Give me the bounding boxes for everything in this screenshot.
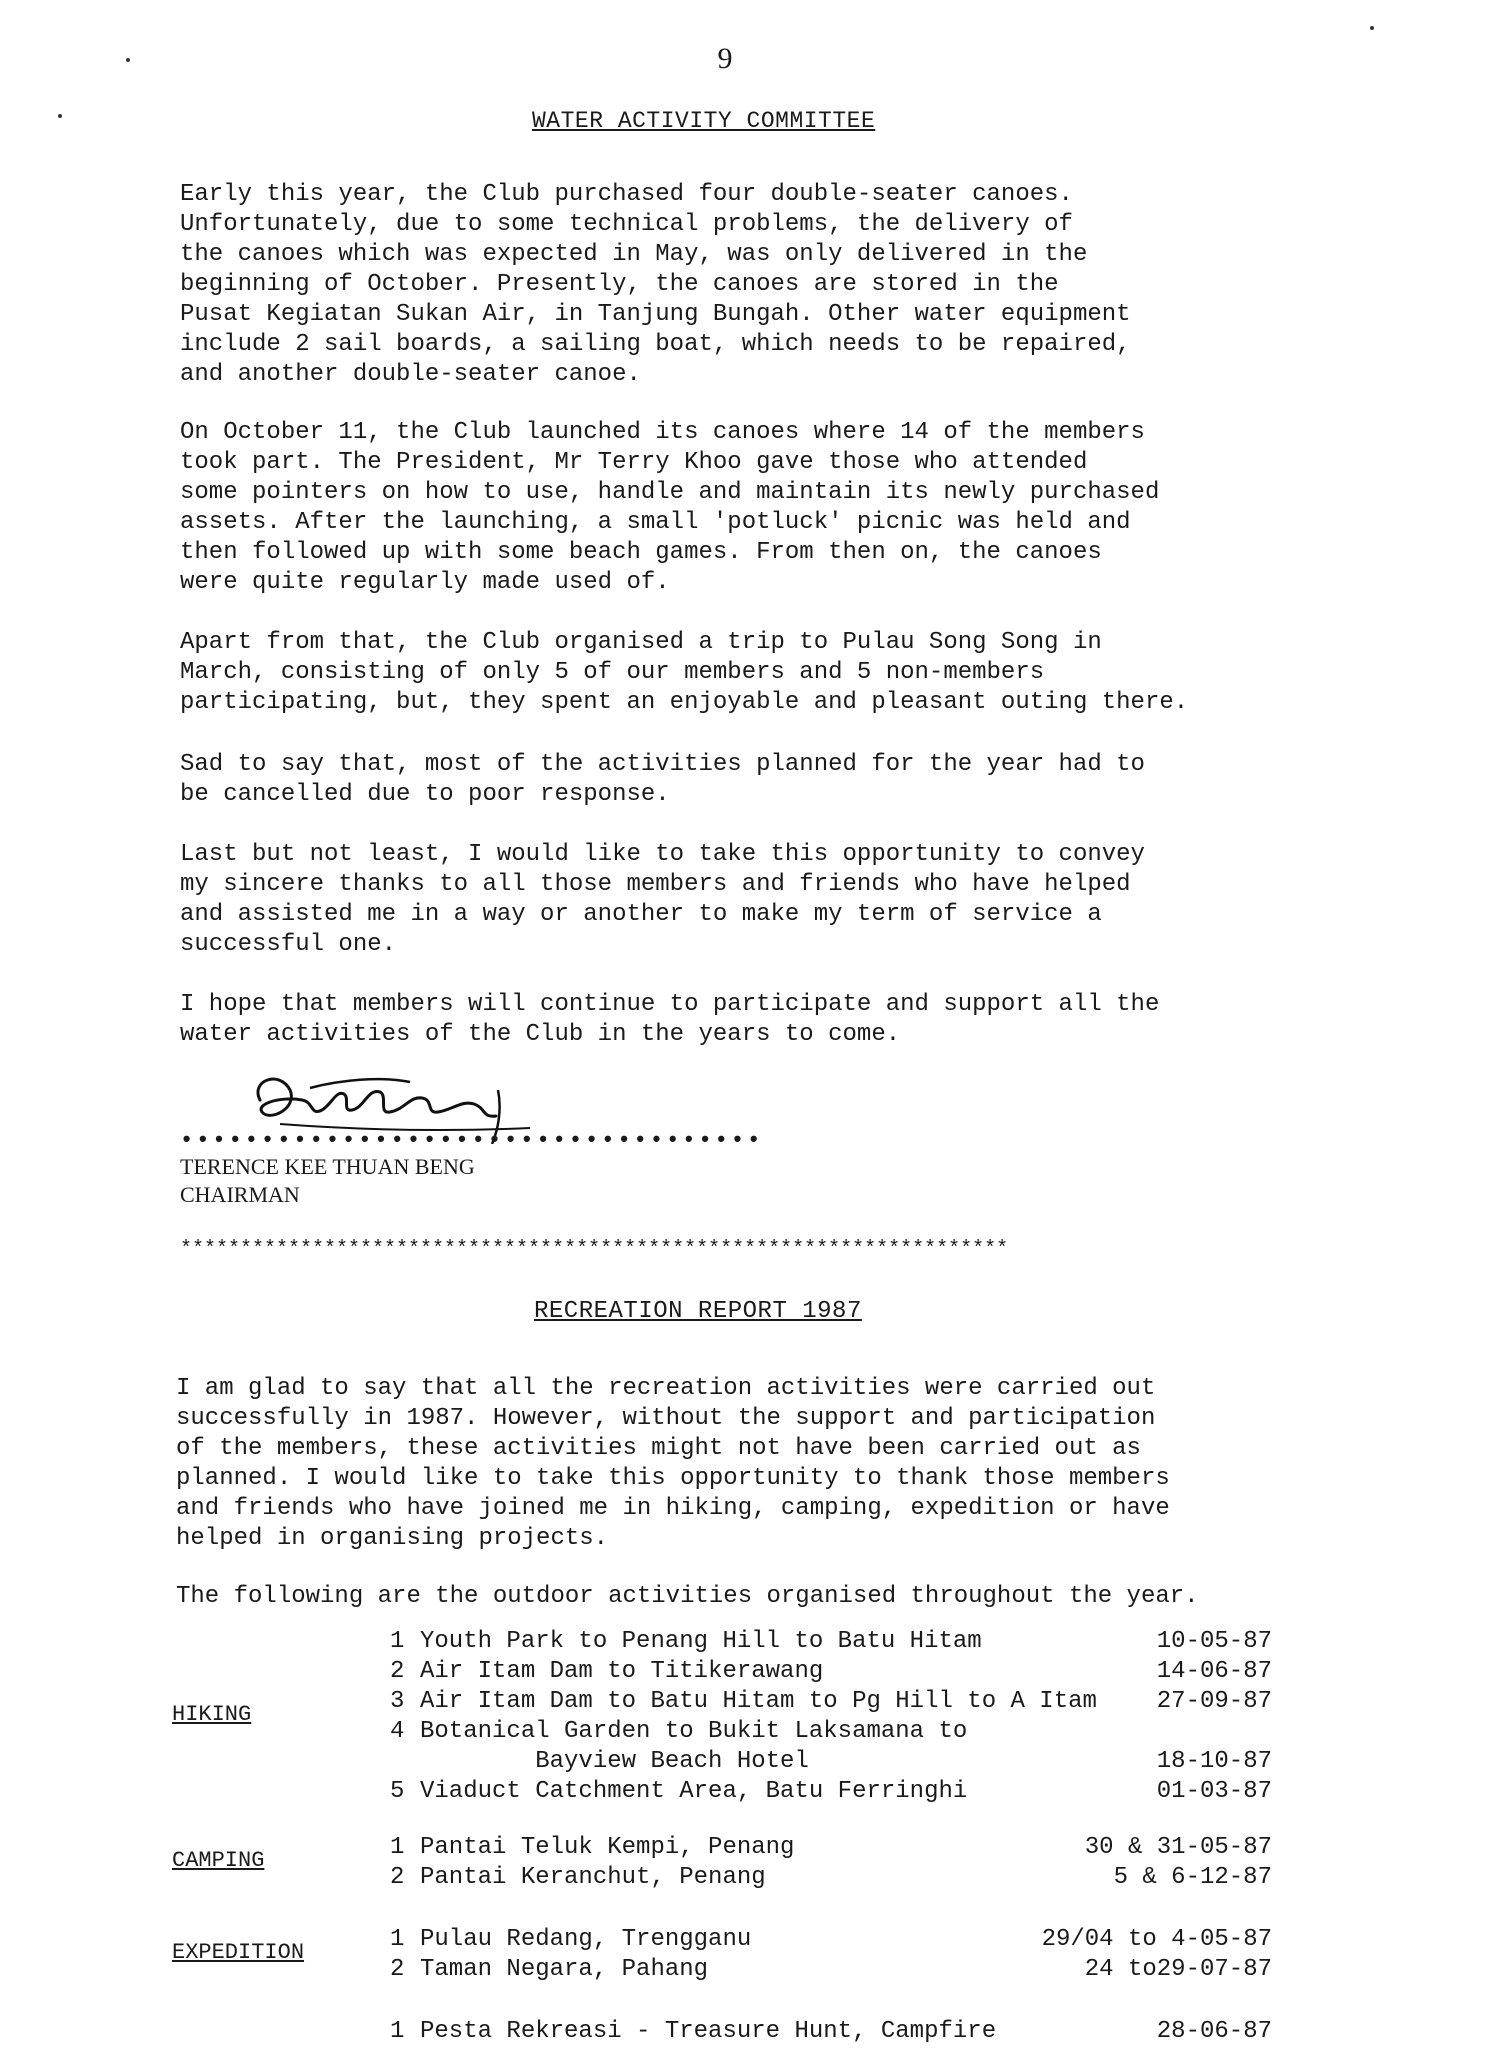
activity-date: 01-03-87 — [1156, 1778, 1272, 1805]
activity-date: 27-09-87 — [1156, 1688, 1272, 1715]
water-paragraph-2: On October 11, the Club launched its canoes where 14 of the members took part. The President, Mr Terry Khoo gave those who attended some pointers on how to use, handle and maintain its newly purchased assets. After the launching, a small 'potluck' picnic was held and then followed up with some beach games. From then on, the canoes were quite regularly made used of. — [180, 419, 1160, 596]
page-number: 9 — [717, 42, 733, 75]
activity-description: Air Itam Dam to Titikerawang — [420, 1658, 824, 1685]
activity-date: 24 to29-07-87 — [1084, 1956, 1272, 1983]
activity-description: Bayview Beach Hotel — [420, 1748, 809, 1775]
activity-number: 5 — [390, 1778, 405, 1805]
activity-description: Pantai Keranchut, Penang — [420, 1864, 766, 1891]
activity-description: Taman Negara, Pahang — [420, 1956, 709, 1983]
water-paragraph-1: Early this year, the Club purchased four double-seater canoes. Unfortunately, due to some technical problems, the delivery of the canoes which was expected in May, was only delivered in the beginning of October. Presently, the canoes are stored in the Pusat Kegiatan Sukan Air, in Tanjung Bungah. Other water equipment include 2 sail boards, a sailing boat, which needs to be repaired, and another double-seater canoe. — [180, 181, 1131, 388]
activity-row — [390, 2018, 1272, 2048]
activity-row — [390, 1688, 1272, 1718]
activity-date: 10-05-87 — [1156, 1628, 1272, 1655]
activity-number: 1 — [390, 1628, 405, 1655]
activity-row — [390, 1658, 1272, 1688]
activity-number: 1 — [390, 2018, 405, 2045]
activity-number: 2 — [390, 1658, 405, 1685]
activity-date: 14-06-87 — [1156, 1658, 1272, 1685]
activity-description: Youth Park to Penang Hill to Batu Hitam — [420, 1628, 982, 1655]
activity-number: 1 — [390, 1926, 405, 1953]
scan-speck — [1370, 26, 1374, 30]
activity-description: Pesta Rekreasi - Treasure Hunt, Campfire — [420, 2018, 997, 2045]
activity-date: 18-10-87 — [1156, 1748, 1272, 1775]
activity-date: 5 & 6-12-87 — [1113, 1864, 1272, 1891]
activity-description: Pulau Redang, Trengganu — [420, 1926, 752, 1953]
activity-row — [390, 1834, 1272, 1864]
activity-number: 1 — [390, 1834, 405, 1861]
water-paragraph-5: Last but not least, I would like to take this opportunity to convey my sincere thanks to all those members and friends who have helped and assisted me in a way or another to make my term of service a successful one. — [180, 841, 1145, 958]
activity-number: 2 — [390, 1864, 405, 1891]
signatory-title: CHAIRMAN — [180, 1182, 300, 1207]
activity-number: 4 — [390, 1718, 405, 1745]
activity-row — [390, 1926, 1272, 1956]
activity-date: 29/04 to 4-05-87 — [1041, 1926, 1272, 1953]
activity-number: 2 — [390, 1956, 405, 1983]
recreation-report-heading: RECREATION REPORT 1987 — [534, 1298, 862, 1325]
water-paragraph-3: Apart from that, the Club organised a trip to Pulau Song Song in March, consisting of only 5 of our members and 5 non-members participating, but, they spent an enjoyable and pleasant outing there. — [180, 629, 1189, 716]
activity-number: 3 — [390, 1688, 405, 1715]
recreation-paragraph-2: The following are the outdoor activities organised throughout the year. — [176, 1583, 1199, 1610]
category-label-expedition: EXPEDITION — [172, 1940, 305, 1965]
activity-row — [390, 1628, 1272, 1658]
activity-row — [390, 1748, 1272, 1778]
activity-description: Pantai Teluk Kempi, Penang — [420, 1834, 795, 1861]
scan-speck — [58, 114, 62, 118]
recreation-paragraph-1: I am glad to say that all the recreation activities were carried out successfully in 1987. However, without the support and participation of the members, these activities might not have been carried out as planned. I would like to take this opportunity to thank those members and friends who have joined me in hiking, camping, expedition or have helped in organising projects. — [176, 1375, 1170, 1552]
activity-row — [390, 1956, 1272, 1986]
section-separator: ********************************************************************* — [180, 1238, 1009, 1261]
activity-description: Botanical Garden to Bukit Laksamana to — [420, 1718, 968, 1745]
signature-block — [180, 1060, 764, 1240]
activity-row — [390, 1718, 1272, 1748]
activity-description: Viaduct Catchment Area, Batu Ferringhi — [420, 1778, 968, 1805]
water-paragraph-6: I hope that members will continue to participate and support all the water activities of the Club in the years to come. — [180, 991, 1160, 1048]
category-label-camping: CAMPING — [172, 1848, 265, 1873]
water-paragraph-4: Sad to say that, most of the activities planned for the year had to be cancelled due to poor response. — [180, 751, 1145, 808]
water-committee-heading: WATER ACTIVITY COMMITTEE — [532, 108, 876, 134]
category-label-hiking: HIKING — [172, 1702, 252, 1727]
activity-row — [390, 1778, 1272, 1808]
activity-date: 28-06-87 — [1156, 2018, 1272, 2045]
signature-line: •••••••••••••••••••••••••••••••••••• — [180, 1128, 764, 1153]
signatory-name: TERENCE KEE THUAN BENG — [180, 1154, 475, 1179]
activity-date: 30 & 31-05-87 — [1084, 1834, 1272, 1861]
activity-row — [390, 1864, 1272, 1894]
activity-description: Air Itam Dam to Batu Hitam to Pg Hill to A Itam — [420, 1688, 1097, 1715]
